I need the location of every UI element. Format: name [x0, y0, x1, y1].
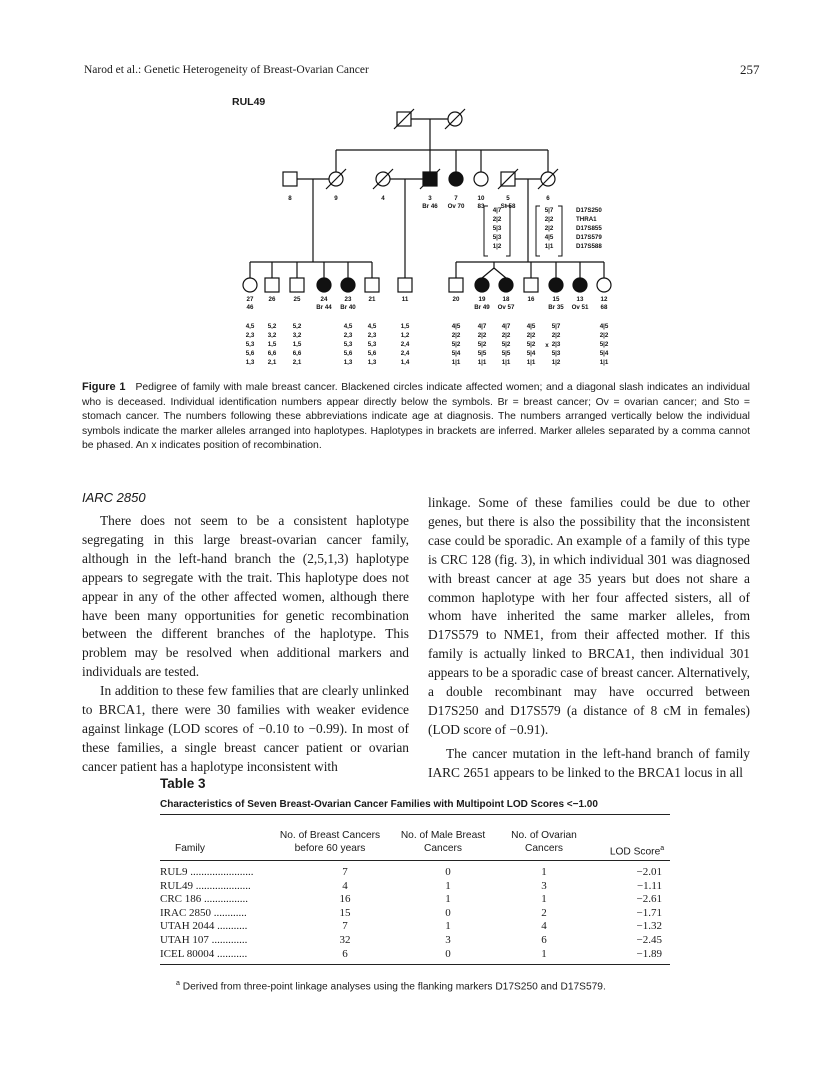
- pedigree-dx-label: Br 35: [548, 304, 564, 311]
- pedigree-dx-label: 46: [246, 304, 254, 311]
- haplotype-cell: 5,6: [245, 350, 255, 357]
- paragraph: The cancer mutation in the left-hand branch of family IARC 2651 appears to be linked to the BRCA1 locus in all: [428, 745, 750, 780]
- haplotype-cell: 2|2: [526, 332, 536, 339]
- cell-ovarian: 4: [541, 920, 547, 933]
- pedigree-id-label: 10: [477, 195, 485, 202]
- figure-caption-text: Pedigree of family with male breast cancer. Blackened circles indicate affected women; and a diagonal slash indicates an individual who is deceased. Individual identification numbers appear directly below the symbols. Br = breast cancer; Ov = ovarian cancer; and Sto = stomach cancer. The numbers following these abbreviations indicate age at diagnosis. The numbers arranged vertically below the individual symbols indicate the marker alleles arranged into haplotypes. Haplotypes in brackets are inferred. Marker alleles separated by a comma cannot be phased. An x indicates position of recombination.: [82, 382, 750, 452]
- cell-breast: 32: [339, 933, 351, 946]
- col-header-ovarian-line1: No. of Ovarian: [511, 830, 577, 841]
- individual-26: [265, 278, 279, 292]
- haplotype-cell: 3,2: [292, 332, 302, 339]
- marker-label: D17S250: [576, 207, 602, 214]
- table-row: [160, 948, 670, 962]
- haplotype-cell: 4|5: [599, 323, 609, 330]
- pedigree-id-label: 27: [246, 296, 254, 303]
- pedigree-id-label: 11: [401, 296, 409, 303]
- haplotype-cell: 5|5: [501, 350, 511, 357]
- individual-7: [449, 172, 463, 186]
- cell-ovarian: 2: [541, 906, 547, 919]
- haplotype-cell: 5,3: [343, 341, 353, 348]
- individual-16: [524, 278, 538, 292]
- table-bottom-rule: [160, 964, 670, 965]
- body-column-right: [428, 494, 750, 783]
- individual-13: [573, 278, 587, 292]
- pedigree-id-label: 4: [381, 195, 385, 202]
- haplotype-cell: 1,2: [400, 332, 410, 339]
- individual-27: [243, 278, 257, 292]
- cell-family: RUL9 .......................: [160, 866, 254, 878]
- pedigree-id-label: 18: [502, 296, 510, 303]
- haplotype-cell: 1|1: [526, 359, 536, 366]
- pedigree-id-label: 9: [334, 195, 338, 202]
- haplotype-cell: 5|4: [451, 350, 461, 357]
- haplotype-cell: 2,1: [267, 359, 277, 366]
- haplotype-cell: 2|2: [501, 332, 511, 339]
- haplotype-cell: 1|2: [551, 359, 561, 366]
- cell-family: UTAH 2044 ...........: [160, 920, 248, 933]
- haplotype-cell: 5,3: [245, 341, 255, 348]
- footnote-mark: a: [176, 980, 180, 987]
- col-header-ovarian: [498, 829, 590, 855]
- marker-label: D17S588: [576, 243, 602, 250]
- table-row: [160, 907, 670, 921]
- table-body: [160, 866, 670, 961]
- haplotype-cell: 1|1: [451, 359, 461, 366]
- haplotype-cell: 4|5: [451, 323, 461, 330]
- haplotype-cell: 4,5: [367, 323, 377, 330]
- footnote-text: Derived from three-point linkage analyses using the flanking markers D17S250 and D17S579.: [182, 981, 606, 993]
- haplotype-cell: 5|4: [599, 350, 609, 357]
- table-label: Table 3: [160, 776, 206, 791]
- cell-breast: 15: [339, 906, 351, 919]
- pedigree-id-label: 20: [452, 296, 460, 303]
- haplotype-cell: 1,3: [367, 359, 377, 366]
- individual-10: [474, 172, 488, 186]
- haplotype-cell: 2,4: [400, 341, 410, 348]
- individual-25: [290, 278, 304, 292]
- table-row: [160, 934, 670, 948]
- cell-lod: −1.71: [636, 906, 662, 919]
- haplotype-cell: 4|7: [501, 323, 511, 330]
- col-header-family: Family: [175, 843, 205, 854]
- cell-male: 1: [445, 893, 451, 906]
- pedigree-dx-label: St 58: [500, 203, 516, 210]
- pedigree-dx-label: Br 44: [316, 304, 332, 311]
- inferred-haplotype-left: 4|7: [492, 207, 502, 214]
- table-top-rule: [160, 814, 670, 815]
- cell-breast: 16: [339, 893, 351, 906]
- col-header-breast-line2: before 60 years: [294, 843, 366, 854]
- figure-caption: [82, 380, 750, 454]
- cell-ovarian: 3: [541, 879, 547, 892]
- recombination-mark: x: [545, 342, 549, 349]
- cell-lod: −1.11: [636, 879, 662, 892]
- cell-breast: 4: [342, 879, 348, 892]
- individual-12: [597, 278, 611, 292]
- pedigree-dx-label: Ov 51: [571, 304, 589, 311]
- haplotype-cell: 2|2: [551, 332, 561, 339]
- haplotype-cell: 1|1: [477, 359, 487, 366]
- individual-18: [499, 278, 513, 292]
- pedigree-id-label: 16: [527, 296, 535, 303]
- haplotype-cell: 2,3: [367, 332, 377, 339]
- cell-male: 1: [445, 879, 451, 892]
- table-footnote: [176, 980, 606, 992]
- individual-23: [341, 278, 355, 292]
- haplotype-cell: 4,5: [343, 323, 353, 330]
- pedigree-dx-label: Br 40: [340, 304, 356, 311]
- paragraph: There does not seem to be a consistent haplotype segregating in this large breast-ovarian cancer family, although in the left-hand branch the (2,5,1,3) haplotype appears to segregate with the trait. This haplotype does not appear in any of the other affected women, although there have been many opportunities for genetic recombination between the different branches of the haplotype. This problem may be resolved when additional markers and individuals are tested.: [82, 513, 409, 680]
- inferred-haplotype-left: 5|3: [492, 234, 502, 241]
- pedigree-id-label: 7: [454, 195, 458, 202]
- cell-ovarian: 6: [541, 933, 547, 946]
- marker-label: THRA1: [576, 216, 597, 223]
- cell-ovarian: 1: [541, 947, 547, 960]
- haplotype-cell: 5|2: [477, 341, 487, 348]
- haplotype-cell: 2,3: [245, 332, 255, 339]
- pedigree-figure: [0, 0, 816, 380]
- col-header-male-line1: No. of Male Breast: [400, 830, 486, 841]
- table-title: Characteristics of Seven Breast-Ovarian Cancer Families with Multipoint LOD Scores <−1.00: [160, 799, 598, 810]
- haplotype-cell: 5|2: [526, 341, 536, 348]
- pedigree-dx-label: 83: [477, 203, 485, 210]
- section-heading: IARC 2850: [82, 490, 146, 505]
- pedigree-id-label: 13: [576, 296, 584, 303]
- table-row: [160, 880, 670, 894]
- pedigree-id-label: 26: [268, 296, 276, 303]
- haplotype-cell: 6,6: [267, 350, 277, 357]
- haplotype-cell: 5|2: [501, 341, 511, 348]
- cell-male: 0: [445, 947, 451, 960]
- cell-family: RUL49 ....................: [160, 879, 251, 892]
- haplotype-cell: 1|1: [501, 359, 511, 366]
- haplotype-cell: 2,3: [343, 332, 353, 339]
- page-number: 257: [740, 62, 760, 77]
- haplotype-cell: 5,3: [367, 341, 377, 348]
- table-header-rule: [160, 860, 670, 861]
- individual-24: [317, 278, 331, 292]
- table-row: [160, 920, 670, 934]
- haplotype-cell: 5,2: [292, 323, 302, 330]
- cell-lod: −2.61: [636, 893, 662, 906]
- paragraph: linkage. Some of these families could be due to other genes, but there is also the possibility that the inconsistent case could be sporadic. An example of a family of this type is CRC 128 (fig. 3), in which individual 301 was diagnosed with breast cancer at age 35 years but does not share a common haplotype with her four affected sisters, all of whom have inherited the same marker alleles, from D17S579 to NME1, from their affected mother. If this family is actually linked to BRCA1, then individual 301 appears to be a sporadic case of breast cancer. Alternatively, a double recombinant may have occurred between D17S250 and D17S579 (a distance of 8 cM in females) (LOD score of −0.91).: [428, 495, 750, 737]
- cell-lod: −1.32: [636, 920, 662, 933]
- marker-label: D17S579: [576, 234, 602, 241]
- cell-family: UTAH 107 .............: [160, 933, 248, 946]
- haplotype-cell: 4|7: [477, 323, 487, 330]
- haplotype-cell: 5|7: [551, 323, 561, 330]
- pedigree-id-label: 25: [293, 296, 301, 303]
- cell-breast: 7: [342, 866, 348, 878]
- individual-8: [283, 172, 297, 186]
- running-title: Narod et al.: Genetic Heterogeneity of Breast-Ovarian Cancer: [84, 64, 369, 76]
- pedigree-dx-label: Ov 57: [497, 304, 515, 311]
- haplotype-cell: 5,6: [367, 350, 377, 357]
- col-header-breast-line1: No. of Breast Cancers: [279, 830, 381, 841]
- haplotype-cell: 5|3: [551, 350, 561, 357]
- pedigree-dx-label: Br 46: [422, 203, 438, 210]
- paragraph: In addition to these few families that are clearly unlinked to BRCA1, there were 30 families with weaker evidence against linkage (LOD scores of −0.10 to −0.99). In most of these families, a single breast cancer patient or ovarian cancer patient has a haplotype inconsistent with: [82, 683, 409, 774]
- pedigree-id-label: 3: [428, 195, 432, 202]
- cell-breast: 7: [342, 920, 348, 933]
- haplotype-cell: 5|2: [599, 341, 609, 348]
- figure-caption-label: Figure 1: [82, 381, 126, 393]
- inferred-haplotype-right: 5|7: [544, 207, 554, 214]
- haplotype-cell: 2|2: [477, 332, 487, 339]
- inferred-haplotype-left: 2|2: [492, 216, 502, 223]
- inferred-haplotype-right: 2|2: [544, 216, 554, 223]
- marker-label: D17S855: [576, 225, 602, 232]
- haplotype-cell: 1,5: [400, 323, 410, 330]
- inferred-haplotype-left: 5|3: [492, 225, 502, 232]
- cell-lod: −2.45: [636, 933, 662, 946]
- haplotype-cell: 5,2: [267, 323, 277, 330]
- haplotype-cell: 5,6: [343, 350, 353, 357]
- haplotype-cell: 1,3: [343, 359, 353, 366]
- col-header-ovarian-line2: Cancers: [525, 843, 563, 854]
- pedigree-id-label: 21: [368, 296, 376, 303]
- pedigree-dx-label: Ov 70: [447, 203, 465, 210]
- pedigree-dx-label: 68: [600, 304, 608, 311]
- col-header-lod-text: LOD Score: [609, 846, 661, 858]
- pedigree-id-label: 6: [546, 195, 550, 202]
- cell-male: 0: [445, 906, 451, 919]
- cell-male: 3: [445, 933, 451, 946]
- haplotype-cell: 5|2: [451, 341, 461, 348]
- haplotype-cell: 2|3: [551, 341, 561, 348]
- pedigree-id-label: 19: [478, 296, 486, 303]
- inferred-haplotype-left: 1|2: [492, 243, 502, 250]
- individual-11: [398, 278, 412, 292]
- pedigree-id-label: 12: [600, 296, 608, 303]
- cell-ovarian: 1: [541, 893, 547, 906]
- pedigree-dx-label: Br 49: [474, 304, 490, 311]
- haplotype-cell: 4,5: [245, 323, 255, 330]
- haplotype-cell: 1,5: [267, 341, 277, 348]
- individual-20: [449, 278, 463, 292]
- col-header-breast: [270, 829, 390, 855]
- inferred-haplotype-right: 2|2: [544, 225, 554, 232]
- haplotype-cell: 1,4: [400, 359, 410, 366]
- cell-male: 1: [445, 920, 451, 933]
- col-header-lod-sup: a: [660, 845, 665, 852]
- cell-family: IRAC 2850 ............: [160, 906, 247, 919]
- inferred-haplotype-right: 1|1: [544, 243, 554, 250]
- col-header-male: [388, 829, 498, 855]
- col-header-male-line2: Cancers: [424, 843, 462, 854]
- haplotype-cell: 5|5: [477, 350, 487, 357]
- pedigree-id-label: 23: [344, 296, 352, 303]
- individual-19: [475, 278, 489, 292]
- pedigree-family-label: RUL49: [232, 96, 266, 108]
- haplotype-cell: 4|5: [526, 323, 536, 330]
- pedigree-id-label: 5: [506, 195, 510, 202]
- individual-15: [549, 278, 563, 292]
- haplotype-cell: 1,3: [245, 359, 255, 366]
- haplotype-cell: 2,4: [400, 350, 410, 357]
- haplotype-cell: 6,6: [292, 350, 302, 357]
- cell-breast: 6: [342, 947, 348, 960]
- cell-lod: −1.89: [636, 947, 662, 960]
- inferred-haplotype-right: 4|5: [544, 234, 554, 241]
- pedigree-id-label: 15: [552, 296, 560, 303]
- haplotype-cell: 1,5: [292, 341, 302, 348]
- cell-family: ICEL 80004 ...........: [160, 947, 248, 960]
- table-row: [160, 866, 670, 880]
- cell-ovarian: 1: [541, 866, 547, 878]
- table-row: [160, 893, 670, 907]
- haplotype-cell: 5|4: [526, 350, 536, 357]
- cell-male: 0: [445, 866, 451, 878]
- haplotype-cell: 1|1: [599, 359, 609, 366]
- body-column-left: [82, 512, 409, 777]
- haplotype-cell: 2|2: [599, 332, 609, 339]
- col-header-lod: [604, 842, 670, 858]
- individual-21: [365, 278, 379, 292]
- pedigree-id-label: 8: [288, 195, 292, 202]
- haplotype-cell: 2,1: [292, 359, 302, 366]
- cell-lod: −2.01: [636, 866, 662, 878]
- haplotype-cell: 3,2: [267, 332, 277, 339]
- haplotype-cell: 2|2: [451, 332, 461, 339]
- pedigree-id-label: 24: [320, 296, 328, 303]
- cell-family: CRC 186 ................: [160, 893, 249, 906]
